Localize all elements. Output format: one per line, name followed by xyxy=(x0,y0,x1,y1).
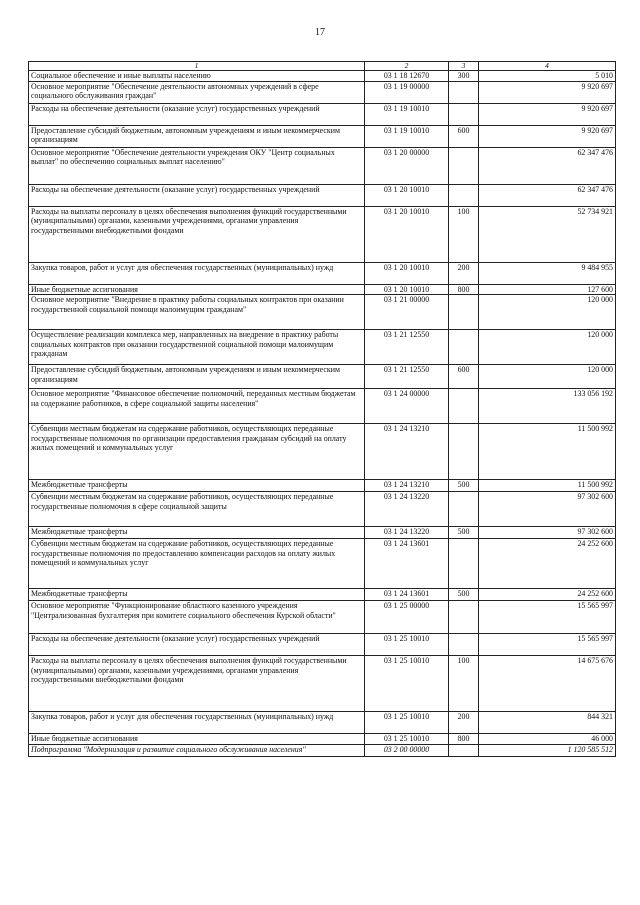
row-expense-type: 500 xyxy=(449,589,479,601)
row-name: Расходы на выплаты персоналу в целях обеспечения выполнения функций государственными (муниципальными) органами, казенными учреждениями, органами управления государственными внебюджетными фондами xyxy=(29,206,365,262)
row-code: 03 1 24 13601 xyxy=(365,589,449,601)
row-code: 03 1 19 10010 xyxy=(365,103,449,125)
row-name: Субвенции местным бюджетам на содержание работников, осуществляющих переданные государственные полномочия в сфере социальной защиты xyxy=(29,492,365,527)
row-amount: 24 252 600 xyxy=(479,589,616,601)
row-expense-type xyxy=(449,295,479,330)
row-code: 03 1 24 13601 xyxy=(365,539,449,589)
table-row xyxy=(29,284,616,295)
row-code: 03 1 20 10010 xyxy=(365,206,449,262)
row-amount: 46 000 xyxy=(479,734,616,745)
table-row xyxy=(29,539,616,589)
row-code: 03 1 24 13220 xyxy=(365,527,449,539)
row-code: 03 1 21 12550 xyxy=(365,365,449,389)
row-expense-type xyxy=(449,634,479,656)
row-code: 03 1 19 00000 xyxy=(365,81,449,103)
row-expense-type: 200 xyxy=(449,262,479,284)
row-amount: 127 600 xyxy=(479,284,616,295)
row-name: Предоставление субсидий бюджетным, автономным учреждениям и иным некоммерческим организациям xyxy=(29,125,365,147)
row-amount: 62 347 476 xyxy=(479,147,616,184)
row-amount: 120 000 xyxy=(479,295,616,330)
row-amount: 11 500 992 xyxy=(479,424,616,480)
row-expense-type: 800 xyxy=(449,284,479,295)
row-code: 03 1 20 10010 xyxy=(365,184,449,206)
header-col-1: 1 xyxy=(29,62,365,71)
row-name: Основное мероприятие "Функционирование областного казенного учреждения "Централизованная бухгалтерия при комитете социального обеспечения Курской области" xyxy=(29,601,365,634)
row-code: 03 1 21 00000 xyxy=(365,295,449,330)
row-code: 03 1 20 10010 xyxy=(365,262,449,284)
row-expense-type xyxy=(449,744,479,756)
table-row xyxy=(29,744,616,756)
row-amount: 120 000 xyxy=(479,330,616,365)
table-row xyxy=(29,71,616,82)
row-name: Межбюджетные трансферты xyxy=(29,589,365,601)
row-code: 03 1 24 00000 xyxy=(365,389,449,424)
row-name: Субвенции местным бюджетам на содержание работников, осуществляющих переданные государственные полномочия по организации предоставления гражданам субсидий на оплату жилых помещений и коммунальных услуг xyxy=(29,424,365,480)
row-amount: 133 056 192 xyxy=(479,389,616,424)
table-row xyxy=(29,330,616,365)
row-expense-type xyxy=(449,81,479,103)
row-code: 03 1 18 12670 xyxy=(365,71,449,82)
budget-table xyxy=(28,61,616,757)
row-amount: 11 500 992 xyxy=(479,480,616,492)
table-row xyxy=(29,424,616,480)
row-amount: 62 347 476 xyxy=(479,184,616,206)
table-row xyxy=(29,712,616,734)
row-name: Закупка товаров, работ и услуг для обеспечения государственных (муниципальных) нужд xyxy=(29,712,365,734)
row-expense-type xyxy=(449,147,479,184)
table-row xyxy=(29,634,616,656)
row-expense-type: 800 xyxy=(449,734,479,745)
row-expense-type: 300 xyxy=(449,71,479,82)
row-expense-type xyxy=(449,330,479,365)
row-name: Расходы на обеспечение деятельности (оказание услуг) государственных учреждений xyxy=(29,103,365,125)
row-code: 03 1 20 10010 xyxy=(365,284,449,295)
table-row xyxy=(29,295,616,330)
row-amount: 15 565 997 xyxy=(479,634,616,656)
row-name: Межбюджетные трансферты xyxy=(29,527,365,539)
row-name: Осуществление реализации комплекса мер, направленных на внедрение в практику работы социальных контрактов при оказании государственной социальной помощи малоимущим гражданам xyxy=(29,330,365,365)
row-name: Основное мероприятие "Внедрение в практику работы социальных контрактов при оказании государственной социальной помощи малоимущим гражданам" xyxy=(29,295,365,330)
header-col-2: 2 xyxy=(365,62,449,71)
row-name: Закупка товаров, работ и услуг для обеспечения государственных (муниципальных) нужд xyxy=(29,262,365,284)
row-amount: 14 675 676 xyxy=(479,656,616,712)
row-amount: 844 321 xyxy=(479,712,616,734)
row-amount: 24 252 600 xyxy=(479,539,616,589)
page-number: 17 xyxy=(315,27,325,38)
row-code: 03 1 25 10010 xyxy=(365,634,449,656)
row-amount: 15 565 997 xyxy=(479,601,616,634)
table-row xyxy=(29,601,616,634)
row-code: 03 1 25 10010 xyxy=(365,656,449,712)
table-header-row xyxy=(29,62,616,71)
table-row xyxy=(29,81,616,103)
table-row xyxy=(29,589,616,601)
table-row xyxy=(29,147,616,184)
row-expense-type xyxy=(449,424,479,480)
row-expense-type xyxy=(449,389,479,424)
row-name: Иные бюджетные ассигнования xyxy=(29,284,365,295)
row-expense-type: 500 xyxy=(449,527,479,539)
row-expense-type: 500 xyxy=(449,480,479,492)
table-row xyxy=(29,262,616,284)
table-row xyxy=(29,734,616,745)
table-row xyxy=(29,492,616,527)
row-name: Расходы на выплаты персоналу в целях обеспечения выполнения функций государственными (муниципальными) органами, казенными учреждениями, органами управления государственными внебюджетными фондами xyxy=(29,656,365,712)
row-name: Иные бюджетные ассигнования xyxy=(29,734,365,745)
row-amount: 9 920 697 xyxy=(479,103,616,125)
row-code: 03 1 24 13210 xyxy=(365,424,449,480)
row-amount: 9 484 955 xyxy=(479,262,616,284)
table-row xyxy=(29,206,616,262)
table-row xyxy=(29,103,616,125)
table-row xyxy=(29,125,616,147)
row-code: 03 1 21 12550 xyxy=(365,330,449,365)
row-name: Расходы на обеспечение деятельности (оказание услуг) государственных учреждений xyxy=(29,634,365,656)
row-code: 03 2 00 00000 xyxy=(365,744,449,756)
row-amount: 9 920 697 xyxy=(479,125,616,147)
row-code: 03 1 25 10010 xyxy=(365,734,449,745)
row-expense-type: 600 xyxy=(449,125,479,147)
row-expense-type xyxy=(449,103,479,125)
row-expense-type xyxy=(449,492,479,527)
row-code: 03 1 25 10010 xyxy=(365,712,449,734)
row-name: Межбюджетные трансферты xyxy=(29,480,365,492)
row-expense-type: 100 xyxy=(449,656,479,712)
row-name: Основное мероприятие "Обеспечение деятельности учреждения ОКУ "Центр социальных выплат" по обеспечению социальных выплат населению" xyxy=(29,147,365,184)
row-name: Основное мероприятие "Финансовое обеспечение полномочий, переданных местным бюджетам на содержание работников, в сфере социальной защиты населения" xyxy=(29,389,365,424)
table-row xyxy=(29,365,616,389)
table-row xyxy=(29,480,616,492)
row-code: 03 1 20 00000 xyxy=(365,147,449,184)
row-code: 03 1 24 13210 xyxy=(365,480,449,492)
row-code: 03 1 24 13220 xyxy=(365,492,449,527)
row-amount: 1 120 585 512 xyxy=(479,744,616,756)
table-row xyxy=(29,184,616,206)
header-col-3: 3 xyxy=(449,62,479,71)
table-row xyxy=(29,389,616,424)
row-name: Предоставление субсидий бюджетным, автономным учреждениям и иным некоммерческим организациям xyxy=(29,365,365,389)
row-amount: 97 302 600 xyxy=(479,492,616,527)
row-code: 03 1 19 10010 xyxy=(365,125,449,147)
header-col-4: 4 xyxy=(479,62,616,71)
row-expense-type xyxy=(449,184,479,206)
row-expense-type xyxy=(449,539,479,589)
table-row xyxy=(29,527,616,539)
row-amount: 5 010 xyxy=(479,71,616,82)
row-name: Субвенции местным бюджетам на содержание работников, осуществляющих переданные государственные полномочия по предоставлению компенсации расходов на оплату жилых помещений и коммунальных услуг xyxy=(29,539,365,589)
row-name: Основное мероприятие "Обеспечение деятельности автономных учреждений в сфере социального обслуживания граждан" xyxy=(29,81,365,103)
table-row xyxy=(29,656,616,712)
row-name: Расходы на обеспечение деятельности (оказание услуг) государственных учреждений xyxy=(29,184,365,206)
row-amount: 52 734 921 xyxy=(479,206,616,262)
row-expense-type xyxy=(449,601,479,634)
row-expense-type: 600 xyxy=(449,365,479,389)
row-code: 03 1 25 00000 xyxy=(365,601,449,634)
row-amount: 97 302 600 xyxy=(479,527,616,539)
row-expense-type: 200 xyxy=(449,712,479,734)
row-expense-type: 100 xyxy=(449,206,479,262)
row-name: Подпрограмма "Модернизация и развитие социального обслуживания населения" xyxy=(29,744,365,756)
row-name: Социальное обеспечение и иные выплаты населению xyxy=(29,71,365,82)
row-amount: 120 000 xyxy=(479,365,616,389)
row-amount: 9 920 697 xyxy=(479,81,616,103)
